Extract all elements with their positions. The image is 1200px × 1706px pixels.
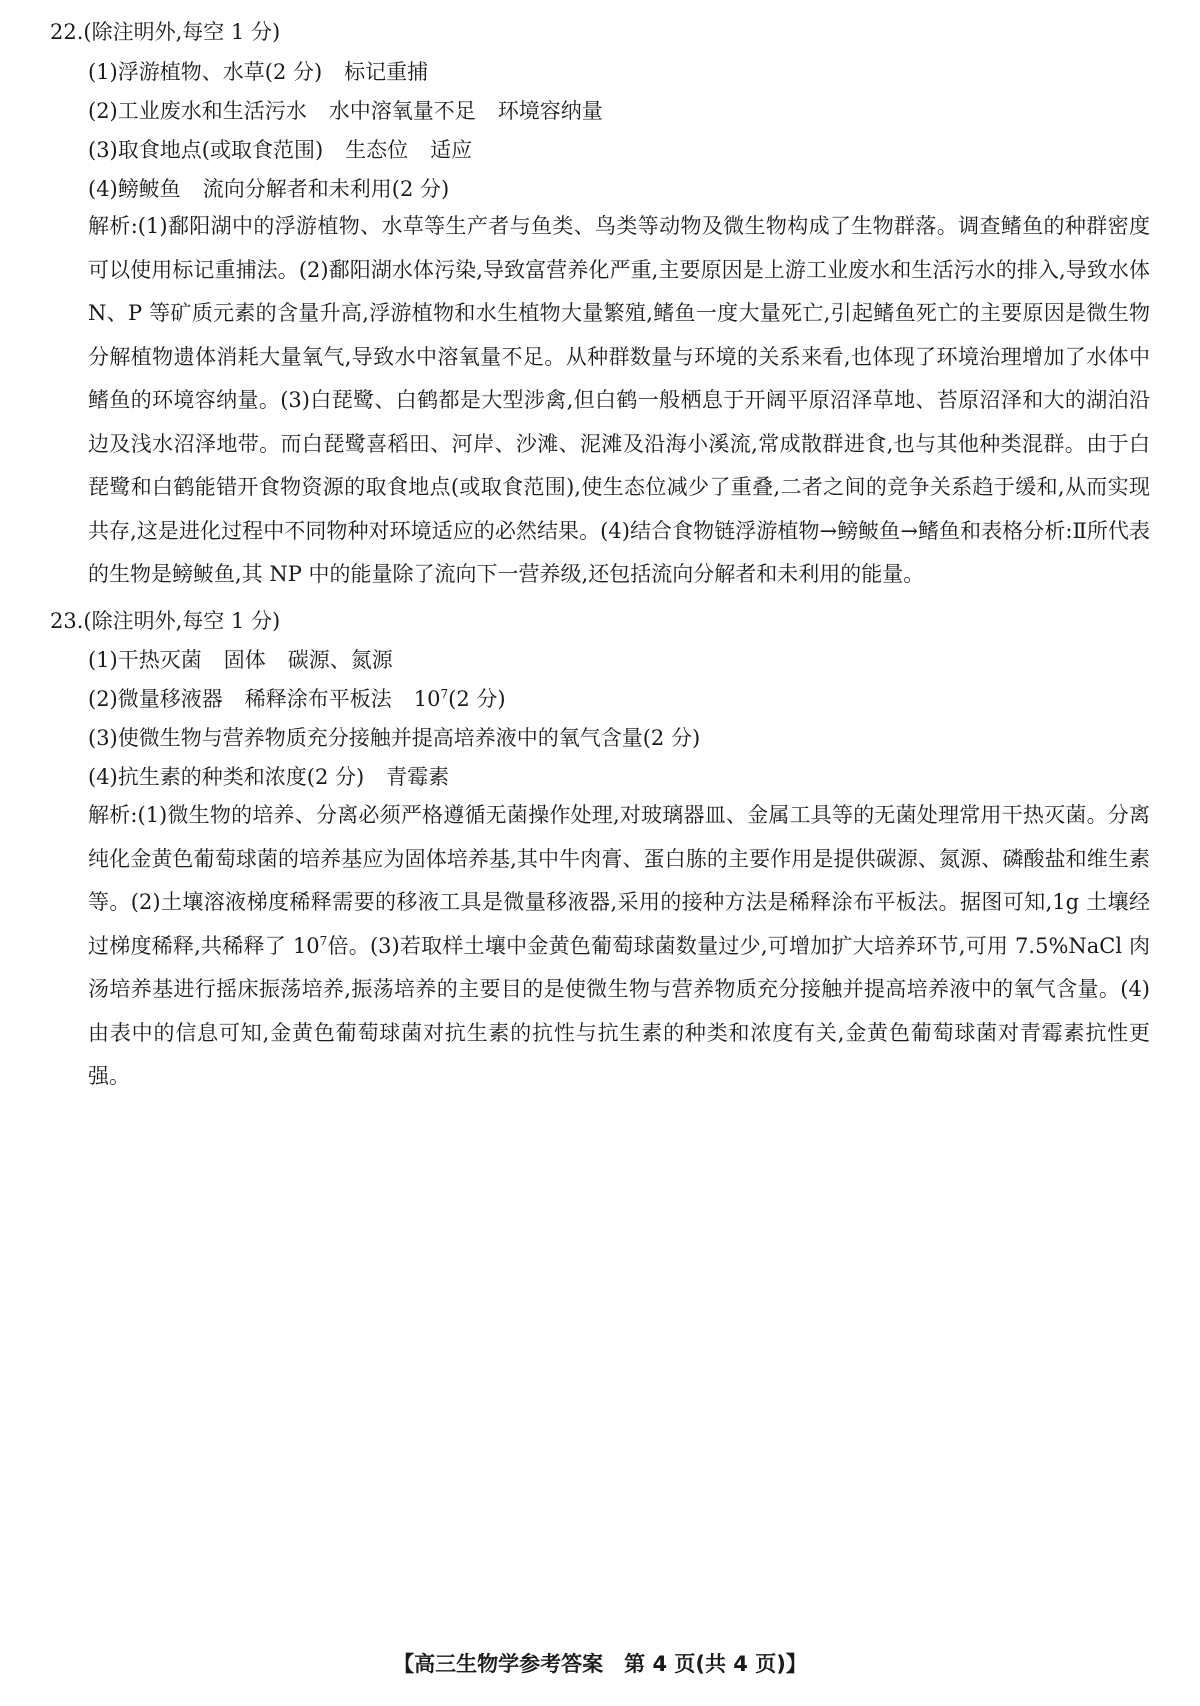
q22-a2-part2: 水中溶氧量不足 bbox=[328, 99, 476, 123]
q23-answer-4 bbox=[88, 762, 449, 792]
q22-a2-part3: 环境容纳量 bbox=[497, 99, 603, 123]
q22-a4-part2: 流向分解者和未利用(2 分) bbox=[202, 177, 450, 201]
q22-answer-2 bbox=[88, 96, 603, 126]
q23-a2-base: 10 bbox=[413, 687, 441, 711]
q23-answer-3: (3)使微生物与营养物质充分接触并提高培养液中的氧气含量(2 分) bbox=[88, 726, 701, 750]
q23-a1-part2: 固体 bbox=[223, 648, 266, 672]
q23-title: 23.(除注明外,每空 1 分) bbox=[50, 609, 281, 633]
page-footer: 【高三生物学参考答案 第 4 页(共 4 页)】 bbox=[393, 1652, 807, 1676]
q23-a1-part1: (1)干热灭菌 bbox=[88, 648, 202, 672]
q22-a2-part1: (2)工业废水和生活污水 bbox=[88, 99, 307, 123]
q22-a3-part2: 生态位 bbox=[345, 138, 409, 162]
q22-a3-part1: (3)取食地点(或取食范围) bbox=[88, 138, 324, 162]
q23-analysis-part2: 倍。(3)若取样土壤中金黄色葡萄球菌数量过少,可增加扩大培养环节,可用 7.5%NaCl 肉汤培养基进行摇床振荡培养,振荡培养的主要目的是使微生物与营养物质充分接触并提高培养液中的氧气含量。(4)由表中的信息可知,金黄色葡萄球菌对抗生素的抗性与抗生素的种类和浓度有关,金黄色葡萄球菌对青霉素抗性更强。 bbox=[88, 933, 1150, 1088]
q23-analysis-exponent: 7 bbox=[319, 933, 328, 948]
q23-analysis bbox=[88, 794, 1150, 1099]
q23-a4-part1: (4)抗生素的种类和浓度(2 分) bbox=[88, 765, 365, 789]
q23-answer-2 bbox=[88, 684, 506, 714]
q23-answer-1 bbox=[88, 645, 393, 675]
q22-a4-part1: (4)鳑鲏鱼 bbox=[88, 177, 181, 201]
q22-a1-part1: (1)浮游植物、水草(2 分) bbox=[88, 60, 323, 84]
q22-analysis: 解析:(1)鄱阳湖中的浮游植物、水草等生产者与鱼类、鸟类等动物及微生物构成了生物群落。调查鳍鱼的种群密度可以使用标记重捕法。(2)鄱阳湖水体污染,导致富营养化严重,主要原因是上游工业废水和生活污水的排入,导致水体 N、P 等矿质元素的含量升高,浮游植物和水生植物大量繁殖,鳍鱼一度大量死亡,引起鳍鱼死亡的主要原因是微生物分解植物遗体消耗大量氧气,导致水中溶氧量不足。从种群数量与环境的关系来看,也体现了环境治理增加了水体中鳍鱼的环境容纳量。(3)白琵鹭、白鹤都是大型涉禽,但白鹤一般栖息于开阔平原沼泽草地、苔原沼泽和大的湖泊沿边及浅水沼泽地带。而白琵鹭喜稻田、河岸、沙滩、泥滩及沿海小溪流,常成散群进食,也与其他种类混群。由于白琵鹭和白鹤能错开食物资源的取食地点(或取食范围),使生态位减少了重叠,二者之间的竞争关系趋于缓和,从而实现共存,这是进化过程中不同物种对环境适应的必然结果。(4)结合食物链浮游植物→鳑鲏鱼→鳍鱼和表格分析:Ⅱ所代表的生物是鳑鲏鱼,其 NP 中的能量除了流向下一营养级,还包括流向分解者和未利用的能量。 bbox=[88, 214, 1150, 586]
q23-a2-part1: (2)微量移液器 bbox=[88, 687, 223, 711]
q22-answer-4 bbox=[88, 174, 449, 204]
q22-a3-part3: 适应 bbox=[430, 138, 473, 162]
q22-answer-3 bbox=[88, 135, 472, 165]
q23-a2-part2: 稀释涂布平板法 bbox=[244, 687, 392, 711]
q22-title: 22.(除注明外,每空 1 分) bbox=[50, 20, 281, 44]
q23-analysis-part1: 解析:(1)微生物的培养、分离必须严格遵循无菌操作处理,对玻璃器皿、金属工具等的无菌处理常用干热灭菌。分离纯化金黄色葡萄球菌的培养基应为固体培养基,其中牛肉膏、蛋白胨的主要作用是提供碳源、氮源、磷酸盐和维生素等。(2)土壤溶液梯度稀释需要的移液工具是微量移液器,采用的接种方法是稀释涂布平板法。据图可知,1g 土壤经过梯度稀释,共稀释了 10 bbox=[88, 803, 1150, 958]
q22-a1-part2: 标记重捕 bbox=[344, 60, 429, 84]
q23-a2-points: (2 分) bbox=[448, 687, 506, 711]
q23-a1-part3: 碳源、氮源 bbox=[287, 648, 393, 672]
q23-a4-part2: 青霉素 bbox=[386, 765, 450, 789]
q23-a2-exponent: 7 bbox=[440, 687, 449, 701]
q22-answer-1 bbox=[88, 57, 428, 87]
